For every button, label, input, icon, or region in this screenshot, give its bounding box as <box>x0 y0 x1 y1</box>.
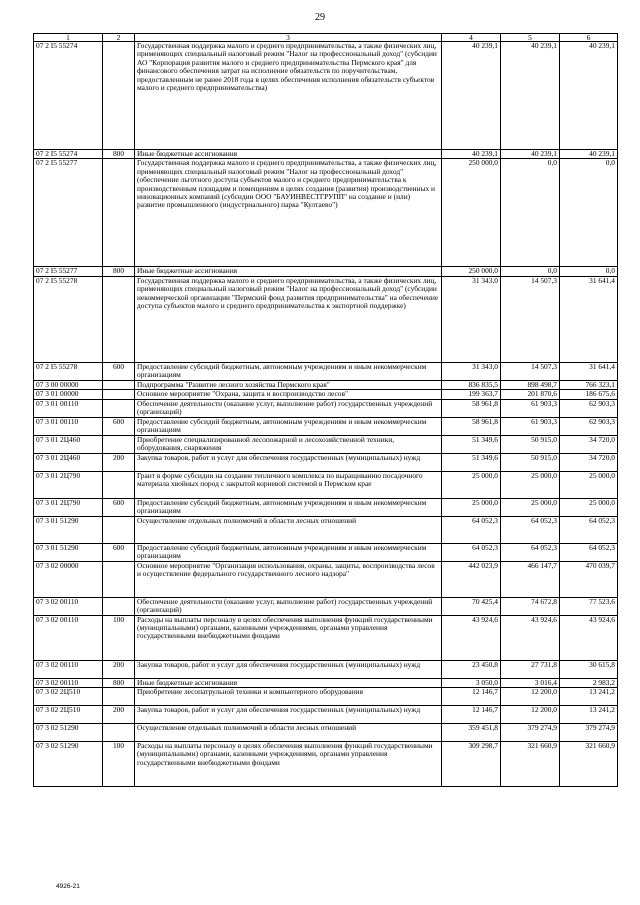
table-row <box>34 380 618 389</box>
amount-col6-cell: 186 675,6 <box>560 390 618 399</box>
amount-col5-cell: 25 000,0 <box>501 471 560 498</box>
item-name-cell: Государственная поддержка малого и среднего предпринимательства, а также физических лиц, применяющих специальный налоговый режим "Налог на профессиональный доход" (субсидии АО "Корпорация развития малого и среднего предпринимательства Пермского края" для финансового обеспечения затрат на исполнение обязательств по поручительствам, предоставленным не ранее 2018 года в целях обеспечения исполнения обязательств субъектов малого и среднего предпринимательства) <box>135 42 442 150</box>
page-number: 29 <box>315 12 325 23</box>
table-row <box>34 150 618 159</box>
amount-col5-cell: 64 052,3 <box>501 516 560 543</box>
amount-col4-cell: 31 343,0 <box>442 276 501 362</box>
budget-code-cell: 07 3 01 2Ц790 <box>34 471 103 498</box>
expense-type-cell <box>103 159 135 267</box>
amount-col4-cell: 12 146,7 <box>442 706 501 724</box>
item-name-cell: Обеспечение деятельности (оказание услуг, выполнение работ) государственных учреждений (организаций) <box>135 597 442 615</box>
amount-col5-cell: 201 870,6 <box>501 390 560 399</box>
amount-col6-cell: 0,0 <box>560 267 618 276</box>
amount-col4-cell: 12 146,7 <box>442 688 501 706</box>
budget-code-cell: 07 2 I5 55274 <box>34 42 103 150</box>
budget-code-cell: 07 2 I5 55278 <box>34 276 103 362</box>
amount-col4-cell: 58 961,8 <box>442 399 501 417</box>
expense-type-cell <box>103 399 135 417</box>
budget-code-cell: 07 3 01 00110 <box>34 417 103 435</box>
amount-col5-cell: 12 200,0 <box>501 706 560 724</box>
table-row <box>34 660 618 678</box>
expense-type-cell: 800 <box>103 267 135 276</box>
amount-col5-cell: 466 147,7 <box>501 561 560 597</box>
expense-type-cell: 800 <box>103 678 135 687</box>
item-name-cell: Основное мероприятие "Охрана, защита и воспроизводство лесов" <box>135 390 442 399</box>
expense-type-cell <box>103 688 135 706</box>
item-name-cell: Предоставление субсидий бюджетным, автономным учреждениям и иным некоммерческим организациям <box>135 498 442 516</box>
amount-col5-cell: 321 660,9 <box>501 742 560 787</box>
expense-type-cell <box>103 276 135 362</box>
amount-col5-cell: 40 239,1 <box>501 150 560 159</box>
amount-col6-cell: 13 241,2 <box>560 688 618 706</box>
amount-col6-cell: 40 239,1 <box>560 42 618 150</box>
amount-col6-cell: 34 720,0 <box>560 435 618 453</box>
budget-code-cell: 07 3 01 2Ц460 <box>34 453 103 471</box>
amount-col4-cell: 43 924,6 <box>442 615 501 660</box>
amount-col4-cell: 442 023,9 <box>442 561 501 597</box>
item-name-cell: Грант в форме субсидии на создание тепличного комплекса по выращиванию посадочного материала хвойных пород с закрытой корневой системой в Пермском крае <box>135 471 442 498</box>
table-row <box>34 724 618 742</box>
amount-col4-cell: 51 349,6 <box>442 435 501 453</box>
amount-col4-cell: 64 052,3 <box>442 516 501 543</box>
amount-col5-cell: 0,0 <box>501 267 560 276</box>
header-cell: 1 <box>34 34 103 42</box>
amount-col6-cell: 62 903,3 <box>560 399 618 417</box>
item-name-cell: Основное мероприятие "Организация использования, охраны, защиты, воспроизводства лесов и осуществление федерального государственного лесного надзора" <box>135 561 442 597</box>
table-row <box>34 159 618 267</box>
amount-col5-cell: 14 507,3 <box>501 276 560 362</box>
table-row <box>34 276 618 362</box>
amount-col4-cell: 31 343,0 <box>442 362 501 380</box>
budget-code-cell: 07 3 01 2Ц790 <box>34 498 103 516</box>
item-name-cell: Приобретение специализированной лесопожарной и лесохозяйственной техники, оборудования, снаряжения <box>135 435 442 453</box>
expense-type-cell <box>103 390 135 399</box>
expense-type-cell: 600 <box>103 417 135 435</box>
table-header-row <box>34 34 618 42</box>
table-row <box>34 453 618 471</box>
amount-col4-cell: 23 450,8 <box>442 660 501 678</box>
table-row <box>34 688 618 706</box>
amount-col4-cell: 25 000,0 <box>442 471 501 498</box>
budget-code-cell: 07 3 01 00000 <box>34 390 103 399</box>
table-row <box>34 678 618 687</box>
amount-col4-cell: 359 451,8 <box>442 724 501 742</box>
amount-col6-cell: 766 323,1 <box>560 380 618 389</box>
amount-col5-cell: 40 239,1 <box>501 42 560 150</box>
amount-col6-cell: 321 660,9 <box>560 742 618 787</box>
budget-code-cell: 07 3 01 2Ц460 <box>34 435 103 453</box>
item-name-cell: Расходы на выплаты персоналу в целях обеспечения выполнения функций государственными (муниципальными) органами, казенными учреждениями, органами управления государственными внебюджетными фондами <box>135 742 442 787</box>
amount-col6-cell: 31 641,4 <box>560 276 618 362</box>
budget-code-cell: 07 3 01 00110 <box>34 399 103 417</box>
amount-col4-cell: 40 239,1 <box>442 150 501 159</box>
amount-col4-cell: 40 239,1 <box>442 42 501 150</box>
amount-col4-cell: 836 835,5 <box>442 380 501 389</box>
amount-col5-cell: 74 672,8 <box>501 597 560 615</box>
budget-code-cell: 07 3 02 00110 <box>34 660 103 678</box>
amount-col5-cell: 27 731,8 <box>501 660 560 678</box>
expense-type-cell: 600 <box>103 543 135 561</box>
amount-col6-cell: 13 241,2 <box>560 706 618 724</box>
table-row <box>34 597 618 615</box>
amount-col6-cell: 31 641,4 <box>560 362 618 380</box>
item-name-cell: Предоставление субсидий бюджетным, автономным учреждениям и иным некоммерческим организациям <box>135 543 442 561</box>
amount-col5-cell: 379 274,9 <box>501 724 560 742</box>
expense-type-cell: 600 <box>103 498 135 516</box>
expense-type-cell <box>103 435 135 453</box>
amount-col6-cell: 40 239,1 <box>560 150 618 159</box>
table-row <box>34 742 618 787</box>
table-row <box>34 471 618 498</box>
amount-col6-cell: 64 052,3 <box>560 516 618 543</box>
budget-code-cell: 07 2 I5 55278 <box>34 362 103 380</box>
amount-col6-cell: 43 924,6 <box>560 615 618 660</box>
budget-code-cell: 07 3 02 00110 <box>34 678 103 687</box>
amount-col6-cell: 379 274,9 <box>560 724 618 742</box>
header-cell: 6 <box>560 34 618 42</box>
budget-code-cell: 07 3 02 51290 <box>34 724 103 742</box>
amount-col6-cell: 34 720,0 <box>560 453 618 471</box>
amount-col4-cell: 250 000,0 <box>442 159 501 267</box>
amount-col6-cell: 30 615,8 <box>560 660 618 678</box>
item-name-cell: Иные бюджетные ассигнования <box>135 150 442 159</box>
amount-col6-cell: 25 000,0 <box>560 498 618 516</box>
amount-col5-cell: 25 000,0 <box>501 498 560 516</box>
table-row <box>34 543 618 561</box>
item-name-cell: Предоставление субсидий бюджетным, автономным учреждениям и иным некоммерческим организациям <box>135 362 442 380</box>
amount-col4-cell: 51 349,6 <box>442 453 501 471</box>
amount-col6-cell: 470 039,7 <box>560 561 618 597</box>
footer-document-code: 4926-21 <box>56 883 80 890</box>
item-name-cell: Государственная поддержка малого и среднего предпринимательства, а также физических лиц, применяющих специальный налоговый режим "Налог на профессиональный доход" (субсидии некоммерческой организации "Пермский фонд развития предпринимательства" на обеспечение доступа субъектов малого и среднего предпринимательства к экспортной поддержке) <box>135 276 442 362</box>
budget-table <box>33 33 618 787</box>
amount-col5-cell: 50 915,0 <box>501 435 560 453</box>
budget-code-cell: 07 3 02 2Ц510 <box>34 688 103 706</box>
table-row <box>34 561 618 597</box>
amount-col6-cell: 2 983,2 <box>560 678 618 687</box>
expense-type-cell <box>103 42 135 150</box>
amount-col4-cell: 3 050,0 <box>442 678 501 687</box>
amount-col6-cell: 25 000,0 <box>560 471 618 498</box>
item-name-cell: Приобретение лесопатрульной техники и компьютерного оборудования <box>135 688 442 706</box>
amount-col4-cell: 309 298,7 <box>442 742 501 787</box>
budget-code-cell: 07 3 02 00110 <box>34 615 103 660</box>
expense-type-cell: 100 <box>103 742 135 787</box>
amount-col5-cell: 12 200,0 <box>501 688 560 706</box>
amount-col5-cell: 14 507,3 <box>501 362 560 380</box>
amount-col4-cell: 250 000,0 <box>442 267 501 276</box>
amount-col5-cell: 61 903,3 <box>501 399 560 417</box>
budget-code-cell: 07 3 01 51290 <box>34 543 103 561</box>
amount-col6-cell: 62 903,3 <box>560 417 618 435</box>
item-name-cell: Подпрограмма "Развитие лесного хозяйства Пермского края" <box>135 380 442 389</box>
budget-code-cell: 07 3 02 2Ц510 <box>34 706 103 724</box>
amount-col4-cell: 58 961,8 <box>442 417 501 435</box>
header-cell: 3 <box>135 34 442 42</box>
item-name-cell: Осуществление отдельных полномочий в области лесных отношений <box>135 724 442 742</box>
expense-type-cell: 100 <box>103 615 135 660</box>
amount-col5-cell: 0,0 <box>501 159 560 267</box>
item-name-cell: Обеспечение деятельности (оказание услуг, выполнение работ) государственных учреждений (организаций) <box>135 399 442 417</box>
table-row <box>34 42 618 150</box>
budget-code-cell: 07 3 01 51290 <box>34 516 103 543</box>
table-row <box>34 267 618 276</box>
amount-col4-cell: 25 000,0 <box>442 498 501 516</box>
budget-code-cell: 07 3 00 00000 <box>34 380 103 389</box>
item-name-cell: Иные бюджетные ассигнования <box>135 267 442 276</box>
amount-col5-cell: 3 016,4 <box>501 678 560 687</box>
expense-type-cell: 800 <box>103 150 135 159</box>
item-name-cell: Закупка товаров, работ и услуг для обеспечения государственных (муниципальных) нужд <box>135 706 442 724</box>
budget-code-cell: 07 2 I5 55277 <box>34 159 103 267</box>
table-row <box>34 399 618 417</box>
expense-type-cell: 200 <box>103 706 135 724</box>
expense-type-cell: 200 <box>103 453 135 471</box>
item-name-cell: Государственная поддержка малого и среднего предпринимательства, а также физических лиц, применяющих специальный налоговый режим "Налог на профессиональный доход" (обеспечение льготного доступа субъектов малого и среднего предпринимательства к производственным площадям и помещениям в целях создания (развития) производственных и инновационных компаний (субсидии ООО "БАУИНВЕСТГРУПП" на создание и (или) развитие промышленного (индустриального) парка "Култаево") <box>135 159 442 267</box>
amount-col4-cell: 70 425,4 <box>442 597 501 615</box>
amount-col5-cell: 898 498,7 <box>501 380 560 389</box>
budget-code-cell: 07 3 02 51290 <box>34 742 103 787</box>
item-name-cell: Закупка товаров, работ и услуг для обеспечения государственных (муниципальных) нужд <box>135 453 442 471</box>
table-row <box>34 362 618 380</box>
item-name-cell: Осуществление отдельных полномочий в области лесных отношений <box>135 516 442 543</box>
expense-type-cell <box>103 561 135 597</box>
expense-type-cell: 200 <box>103 660 135 678</box>
budget-code-cell: 07 3 02 00000 <box>34 561 103 597</box>
item-name-cell: Иные бюджетные ассигнования <box>135 678 442 687</box>
header-cell: 4 <box>442 34 501 42</box>
amount-col6-cell: 64 052,3 <box>560 543 618 561</box>
expense-type-cell <box>103 516 135 543</box>
table-row <box>34 706 618 724</box>
budget-code-cell: 07 2 I5 55277 <box>34 267 103 276</box>
amount-col4-cell: 199 363,7 <box>442 390 501 399</box>
header-cell: 2 <box>103 34 135 42</box>
item-name-cell: Расходы на выплаты персоналу в целях обеспечения выполнения функций государственными (муниципальными) органами, казенными учреждениями, органами управления государственными внебюджетными фондами <box>135 615 442 660</box>
amount-col5-cell: 50 915,0 <box>501 453 560 471</box>
expense-type-cell <box>103 471 135 498</box>
expense-type-cell <box>103 724 135 742</box>
header-cell: 5 <box>501 34 560 42</box>
item-name-cell: Предоставление субсидий бюджетным, автономным учреждениям и иным некоммерческим организациям <box>135 417 442 435</box>
expense-type-cell <box>103 380 135 389</box>
table-row <box>34 417 618 435</box>
item-name-cell: Закупка товаров, работ и услуг для обеспечения государственных (муниципальных) нужд <box>135 660 442 678</box>
amount-col6-cell: 0,0 <box>560 159 618 267</box>
amount-col5-cell: 64 052,3 <box>501 543 560 561</box>
table-row <box>34 390 618 399</box>
budget-code-cell: 07 2 I5 55274 <box>34 150 103 159</box>
budget-code-cell: 07 3 02 00110 <box>34 597 103 615</box>
table-row <box>34 615 618 660</box>
expense-type-cell <box>103 597 135 615</box>
table-row <box>34 435 618 453</box>
table-row <box>34 516 618 543</box>
amount-col4-cell: 64 052,3 <box>442 543 501 561</box>
amount-col5-cell: 61 903,3 <box>501 417 560 435</box>
amount-col5-cell: 43 924,6 <box>501 615 560 660</box>
table-row <box>34 498 618 516</box>
amount-col6-cell: 77 523,6 <box>560 597 618 615</box>
expense-type-cell: 600 <box>103 362 135 380</box>
